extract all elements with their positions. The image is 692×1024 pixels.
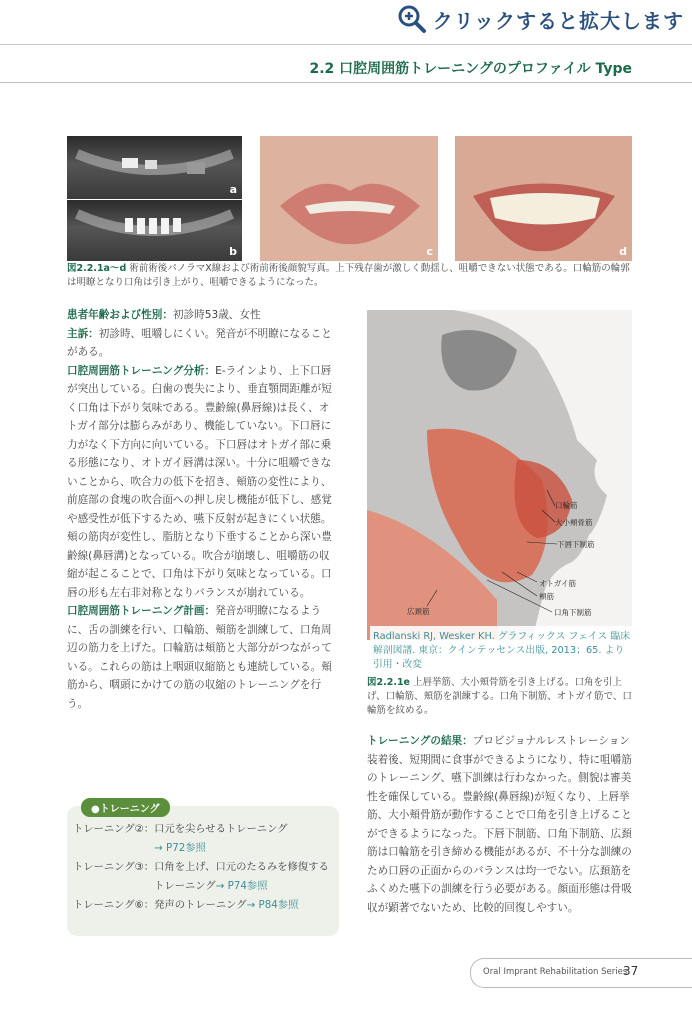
training-item: トレーニング②： 口元を尖らせるトレーニング → P72参照: [73, 823, 288, 854]
section-title: 2.2 口腔周囲筋トレーニングのプロファイル Type: [309, 61, 632, 77]
top-bar: [0, 0, 692, 44]
photo-label-a: a: [229, 183, 237, 196]
photo-caption-fig: 図2.2.1a〜d: [67, 263, 127, 274]
label-zygomaticus: 大小頬骨筋: [555, 518, 593, 527]
analysis-text: E-ラインより、上下口唇が突出している。臼歯の喪失により、垂直顎間距離が短く口角は下がり気味である。豊齢線(鼻唇線)は長く、オトガイ部分は膨らみがあり、機能していない。下口唇に力がなく下方向に向いている。下口唇はオトガイ部に乗る形態になり、オトガイ唇溝は深い。十分に咀嚼できないことから、吹合力の低下を招き、頬筋の変性により、前庭部の食塊の吹合面への押し戻し機能が低下し、感覚や感受性が低下するため、嚥下反射が起きにくい状態。頬の筋肉が変性し、脂肪となり下垂することから深い豊齢線(鼻唇溝)となっている。吹合が崩壊し、咀嚼筋の収縮が起こることで、口角は下がり気味となっている。口唇の形も左右非対称となりバランスが崩れている。: [67, 364, 332, 599]
label-platysma: 広頚筋: [407, 607, 430, 616]
page-footer: [470, 958, 692, 988]
header-divider: [0, 82, 692, 83]
lips-photo-pre: [260, 136, 438, 261]
training-ref-link[interactable]: → P72参照: [154, 842, 206, 854]
label-depressor-anguli: 口角下制筋: [554, 608, 592, 617]
plan-text: 発音が明瞭になるように、舌の訓練を行い、口輪筋、頬筋を訓練して、口角周辺の筋力を上げた。口輪筋は頬筋と大部分がつながっている。これらの筋は上咽頭収縮筋とも連続している。頬筋から、咽頭にかけての筋の収縮のトレーニングを行う。: [67, 605, 332, 710]
illustration-credit: Radlanski RJ, Wesker KH. グラフィックス フェイス 臨床解剖図譜. 東京：クインテッセンス出版, 2013；65. より引用・改変: [370, 626, 634, 676]
facial-muscle-illustration: [367, 310, 632, 640]
label-mentalis: オトガイ筋: [539, 579, 577, 588]
illustration-caption-text: 上唇挙筋、大小頬骨筋を引き上げる。口角を引上げ、口輪筋、頬筋を訓練する。口角下制筋、オトガイ筋で、口輪筋を紋める。: [367, 677, 632, 716]
photo-label-c: c: [426, 245, 433, 258]
zoom-in-icon: [397, 4, 427, 34]
label-orbicularis: 口輪筋: [555, 501, 578, 510]
label-depressor-labii: 下唇下制筋: [557, 540, 595, 549]
training-item: トレーニング⑥： 発声のトレーニング→ P84参照: [73, 899, 299, 911]
photo-caption-text: 術前術後パノラマX線および術前術後顔貌写真。上下残存歯が激しく動揺し、咀嚼できない状態である。口輪筋の輪郭は明瞭となり口角は引き上がり、咀嚼できるようになった。: [67, 263, 630, 288]
series-name: Oral Imprant Rehabilitation Series: [483, 967, 628, 977]
smile-photo-post: [455, 136, 632, 261]
training-tag: ●トレーニング: [81, 798, 170, 817]
page-number: 37: [623, 964, 639, 978]
photo-label-b: b: [229, 245, 237, 258]
chief-complaint-text: 初診時、咀嚼しにくい。発音が不明瞭になることがある。: [67, 327, 332, 358]
photo-caption: [67, 262, 632, 290]
training-list: [73, 820, 337, 915]
result-heading: トレーニングの結果：: [367, 735, 473, 747]
training-ref-link[interactable]: → P84参照: [246, 899, 299, 911]
photo-label-d: d: [619, 245, 627, 258]
zoom-label: クリックすると拡大します: [432, 8, 684, 33]
age-text: 初診時53歳、女性: [172, 309, 261, 321]
panoramic-xray-post: [67, 200, 242, 261]
result-text: プロビジョナルレストレーション装着後、短期間に食事ができるようになり、特に咀嚼筋のトレーニング、嚥下訓練は行わなかった。側貌は審美性を確保している。豊齢線(鼻唇線)が短くなり、上唇挙筋、大小頬骨筋が動作することで口角を引き上げることができるようになった。下唇下制筋、口角下制筋、広頚筋は口輪筋を引き締める機能があるが、不十分な訓練のため口唇の正面からのバランスは均一でない。広頚筋をふくめた嚥下の訓練を行う必要がある。顔面形態は骨吸収が顕著でないため、比較的回復しやすい。: [367, 735, 632, 914]
analysis-heading: 口腔周囲筋トレーニング分析：: [67, 364, 216, 377]
age-heading: 患者年齢および性別：: [67, 309, 173, 321]
left-column-body: [67, 306, 339, 713]
training-box: [67, 806, 339, 936]
plan-heading: 口腔周囲筋トレーニング計画：: [67, 605, 216, 617]
right-column-body: [367, 732, 634, 917]
panoramic-xray-pre: [67, 136, 242, 199]
chief-complaint-heading: 主訴：: [67, 327, 99, 340]
illustration-caption: [367, 676, 632, 718]
label-buccinator: 頬筋: [539, 592, 554, 601]
illustration-caption-fig: 図2.2.1e: [367, 677, 410, 688]
training-item: トレーニング③： 口角を上げ、口元のたるみを修復するトレーニング→ P74参照: [73, 861, 329, 892]
click-to-enlarge-button[interactable]: [397, 4, 684, 34]
training-ref-link[interactable]: → P74参照: [215, 880, 268, 892]
